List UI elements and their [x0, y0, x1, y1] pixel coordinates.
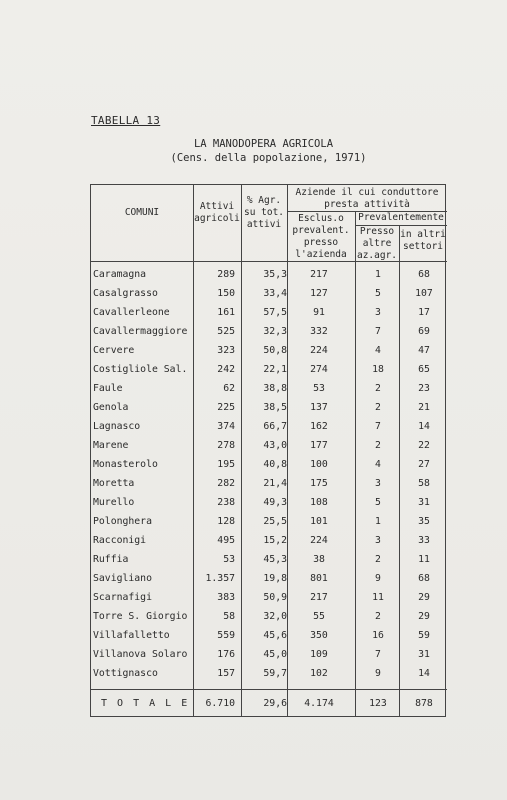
cell-esclus: 162 — [310, 421, 328, 432]
cell-presso: 7 — [375, 326, 381, 337]
cell-presso: 2 — [375, 402, 381, 413]
cell-attivi: 278 — [217, 440, 235, 451]
data-table — [90, 184, 446, 717]
cell-comune: Cavallermaggiore — [93, 326, 188, 337]
cell-comune: Casalgrasso — [93, 288, 158, 299]
cell-pct: 59,7 — [263, 668, 287, 679]
table-row — [91, 588, 447, 607]
cell-presso: 9 — [375, 668, 381, 679]
cell-esclus: 177 — [310, 440, 328, 451]
title-line-1: LA MANODOPERA AGRICOLA — [193, 138, 334, 150]
cell-comune: Polonghera — [93, 516, 152, 527]
cell-presso: 9 — [375, 573, 381, 584]
cell-altri: 68 — [418, 573, 430, 584]
cell-comune: Savigliano — [93, 573, 152, 584]
table-row — [91, 550, 447, 569]
cell-comune: Lagnasco — [93, 421, 141, 432]
cell-attivi: 238 — [217, 497, 235, 508]
cell-attivi: 495 — [217, 535, 235, 546]
cell-attivi: 383 — [217, 592, 235, 603]
cell-presso: 18 — [372, 364, 384, 375]
table-row — [91, 303, 447, 322]
cell-attivi: 323 — [217, 345, 235, 356]
cell-comune: Murello — [93, 497, 135, 508]
header-esclusivamente: Esclus.o prevalent. presso l'azienda — [292, 213, 350, 260]
cell-attivi: 242 — [217, 364, 235, 375]
table-row — [91, 474, 447, 493]
cell-pct: 35,3 — [263, 269, 287, 280]
cell-presso: 11 — [372, 592, 384, 603]
totals-presso: 123 — [369, 698, 387, 709]
cell-comune: Marene — [93, 440, 129, 451]
cell-altri: 14 — [418, 668, 430, 679]
cell-attivi: 374 — [217, 421, 235, 432]
cell-altri: 14 — [418, 421, 430, 432]
cell-presso: 1 — [375, 516, 381, 527]
cell-presso: 3 — [375, 307, 381, 318]
cell-attivi: 289 — [217, 269, 235, 280]
cell-pct: 57,5 — [263, 307, 287, 318]
cell-altri: 59 — [418, 630, 430, 641]
cell-altri: 58 — [418, 478, 430, 489]
table-row — [91, 398, 447, 417]
cell-esclus: 101 — [310, 516, 328, 527]
cell-presso: 4 — [375, 345, 381, 356]
cell-pct: 32,3 — [263, 326, 287, 337]
title-line-2: (Cens. della popolazione, 1971) — [170, 152, 367, 164]
cell-esclus: 137 — [310, 402, 328, 413]
cell-comune: Costigliole Sal. — [93, 364, 188, 375]
cell-esclus: 224 — [310, 345, 328, 356]
cell-presso: 2 — [375, 440, 381, 451]
cell-attivi: 525 — [217, 326, 235, 337]
table-row — [91, 493, 447, 512]
cell-comune: Torre S. Giorgio — [93, 611, 188, 622]
cell-pct: 50,9 — [263, 592, 287, 603]
cell-comune: Faule — [93, 383, 123, 394]
cell-altri: 107 — [415, 288, 433, 299]
cell-esclus: 38 — [313, 554, 325, 565]
cell-altri: 47 — [418, 345, 430, 356]
totals-row — [91, 694, 447, 713]
cell-esclus: 350 — [310, 630, 328, 641]
cell-attivi: 161 — [217, 307, 235, 318]
cell-comune: Villanova Solaro — [93, 649, 188, 660]
header-group: Aziende il cui conduttore presta attività — [295, 187, 439, 210]
cell-presso: 2 — [375, 383, 381, 394]
table-title — [0, 137, 507, 165]
table-row — [91, 664, 447, 683]
header-pct: % Agr. su tot. attivi — [243, 195, 285, 230]
cell-altri: 35 — [418, 516, 430, 527]
cell-pct: 19,8 — [263, 573, 287, 584]
table-row — [91, 379, 447, 398]
cell-presso: 3 — [375, 535, 381, 546]
cell-altri: 69 — [418, 326, 430, 337]
cell-presso: 7 — [375, 421, 381, 432]
cell-pct: 50,8 — [263, 345, 287, 356]
cell-comune: Ruffia — [93, 554, 129, 565]
totals-label: T O T A L E — [101, 698, 190, 709]
cell-pct: 38,8 — [263, 383, 287, 394]
cell-attivi: 128 — [217, 516, 235, 527]
cell-presso: 7 — [375, 649, 381, 660]
cell-pct: 43,0 — [263, 440, 287, 451]
cell-altri: 65 — [418, 364, 430, 375]
cell-esclus: 217 — [310, 592, 328, 603]
cell-altri: 27 — [418, 459, 430, 470]
cell-presso: 3 — [375, 478, 381, 489]
header-comuni: COMUNI — [124, 207, 160, 218]
cell-comune: Scarnafigi — [93, 592, 152, 603]
cell-esclus: 175 — [310, 478, 328, 489]
cell-presso: 5 — [375, 288, 381, 299]
cell-esclus: 801 — [310, 573, 328, 584]
cell-pct: 40,8 — [263, 459, 287, 470]
cell-pct: 33,4 — [263, 288, 287, 299]
cell-altri: 23 — [418, 383, 430, 394]
totals-esclus: 4.174 — [304, 698, 334, 709]
cell-comune: Cavallerleone — [93, 307, 170, 318]
cell-altri: 31 — [418, 497, 430, 508]
cell-comune: Genola — [93, 402, 129, 413]
cell-altri: 33 — [418, 535, 430, 546]
cell-esclus: 274 — [310, 364, 328, 375]
cell-comune: Moretta — [93, 478, 135, 489]
cell-pct: 25,5 — [263, 516, 287, 527]
cell-attivi: 62 — [223, 383, 235, 394]
cell-esclus: 224 — [310, 535, 328, 546]
cell-esclus: 91 — [313, 307, 325, 318]
cell-presso: 2 — [375, 611, 381, 622]
table-row — [91, 607, 447, 626]
cell-pct: 22,1 — [263, 364, 287, 375]
cell-esclus: 108 — [310, 497, 328, 508]
cell-esclus: 53 — [313, 383, 325, 394]
totals-altri: 878 — [415, 698, 433, 709]
cell-esclus: 127 — [310, 288, 328, 299]
table-row — [91, 284, 447, 303]
total-divider — [91, 689, 447, 690]
header-altri: in altri settori — [400, 229, 446, 252]
cell-attivi: 157 — [217, 668, 235, 679]
cell-presso: 2 — [375, 554, 381, 565]
table-row — [91, 455, 447, 474]
cell-altri: 29 — [418, 592, 430, 603]
cell-altri: 22 — [418, 440, 430, 451]
cell-presso: 4 — [375, 459, 381, 470]
cell-esclus: 217 — [310, 269, 328, 280]
cell-altri: 11 — [418, 554, 430, 565]
cell-comune: Monasterolo — [93, 459, 158, 470]
cell-comune: Vottignasco — [93, 668, 158, 679]
cell-esclus: 332 — [310, 326, 328, 337]
cell-pct: 49,3 — [263, 497, 287, 508]
cell-altri: 68 — [418, 269, 430, 280]
header-presso: Presso altre az.agr. — [356, 226, 398, 261]
cell-presso: 16 — [372, 630, 384, 641]
cell-altri: 21 — [418, 402, 430, 413]
table-label: TABELLA 13 — [91, 114, 161, 127]
table-row — [91, 360, 447, 379]
cell-altri: 31 — [418, 649, 430, 660]
cell-comune: Cervere — [93, 345, 135, 356]
cell-pct: 32,0 — [263, 611, 287, 622]
table-row — [91, 341, 447, 360]
header-attivi: Attivi agricoli — [194, 201, 240, 224]
cell-esclus: 100 — [310, 459, 328, 470]
cell-attivi: 225 — [217, 402, 235, 413]
cell-attivi: 176 — [217, 649, 235, 660]
cell-pct: 15,2 — [263, 535, 287, 546]
cell-presso: 1 — [375, 269, 381, 280]
cell-esclus: 109 — [310, 649, 328, 660]
cell-attivi: 559 — [217, 630, 235, 641]
cell-altri: 29 — [418, 611, 430, 622]
table-row — [91, 322, 447, 341]
cell-pct: 21,4 — [263, 478, 287, 489]
table-row — [91, 531, 447, 550]
cell-pct: 45,3 — [263, 554, 287, 565]
cell-attivi: 58 — [223, 611, 235, 622]
totals-attivi: 6.710 — [205, 698, 235, 709]
header-prevalentemente: Prevalentemente — [358, 212, 444, 223]
cell-attivi: 150 — [217, 288, 235, 299]
table-row — [91, 265, 447, 284]
cell-pct: 45,6 — [263, 630, 287, 641]
cell-esclus: 102 — [310, 668, 328, 679]
table-row — [91, 512, 447, 531]
cell-presso: 5 — [375, 497, 381, 508]
cell-attivi: 282 — [217, 478, 235, 489]
totals-pct: 29,6 — [263, 698, 287, 709]
cell-pct: 45,0 — [263, 649, 287, 660]
cell-comune: Racconigi — [93, 535, 147, 546]
table-row — [91, 569, 447, 588]
cell-comune: Caramagna — [93, 269, 147, 280]
cell-pct: 66,7 — [263, 421, 287, 432]
cell-attivi: 195 — [217, 459, 235, 470]
cell-comune: Villafalletto — [93, 630, 170, 641]
table-row — [91, 436, 447, 455]
table-row — [91, 645, 447, 664]
cell-altri: 17 — [418, 307, 430, 318]
cell-attivi: 1.357 — [205, 573, 235, 584]
table-row — [91, 417, 447, 436]
cell-pct: 38,5 — [263, 402, 287, 413]
cell-attivi: 53 — [223, 554, 235, 565]
table-row — [91, 626, 447, 645]
cell-esclus: 55 — [313, 611, 325, 622]
